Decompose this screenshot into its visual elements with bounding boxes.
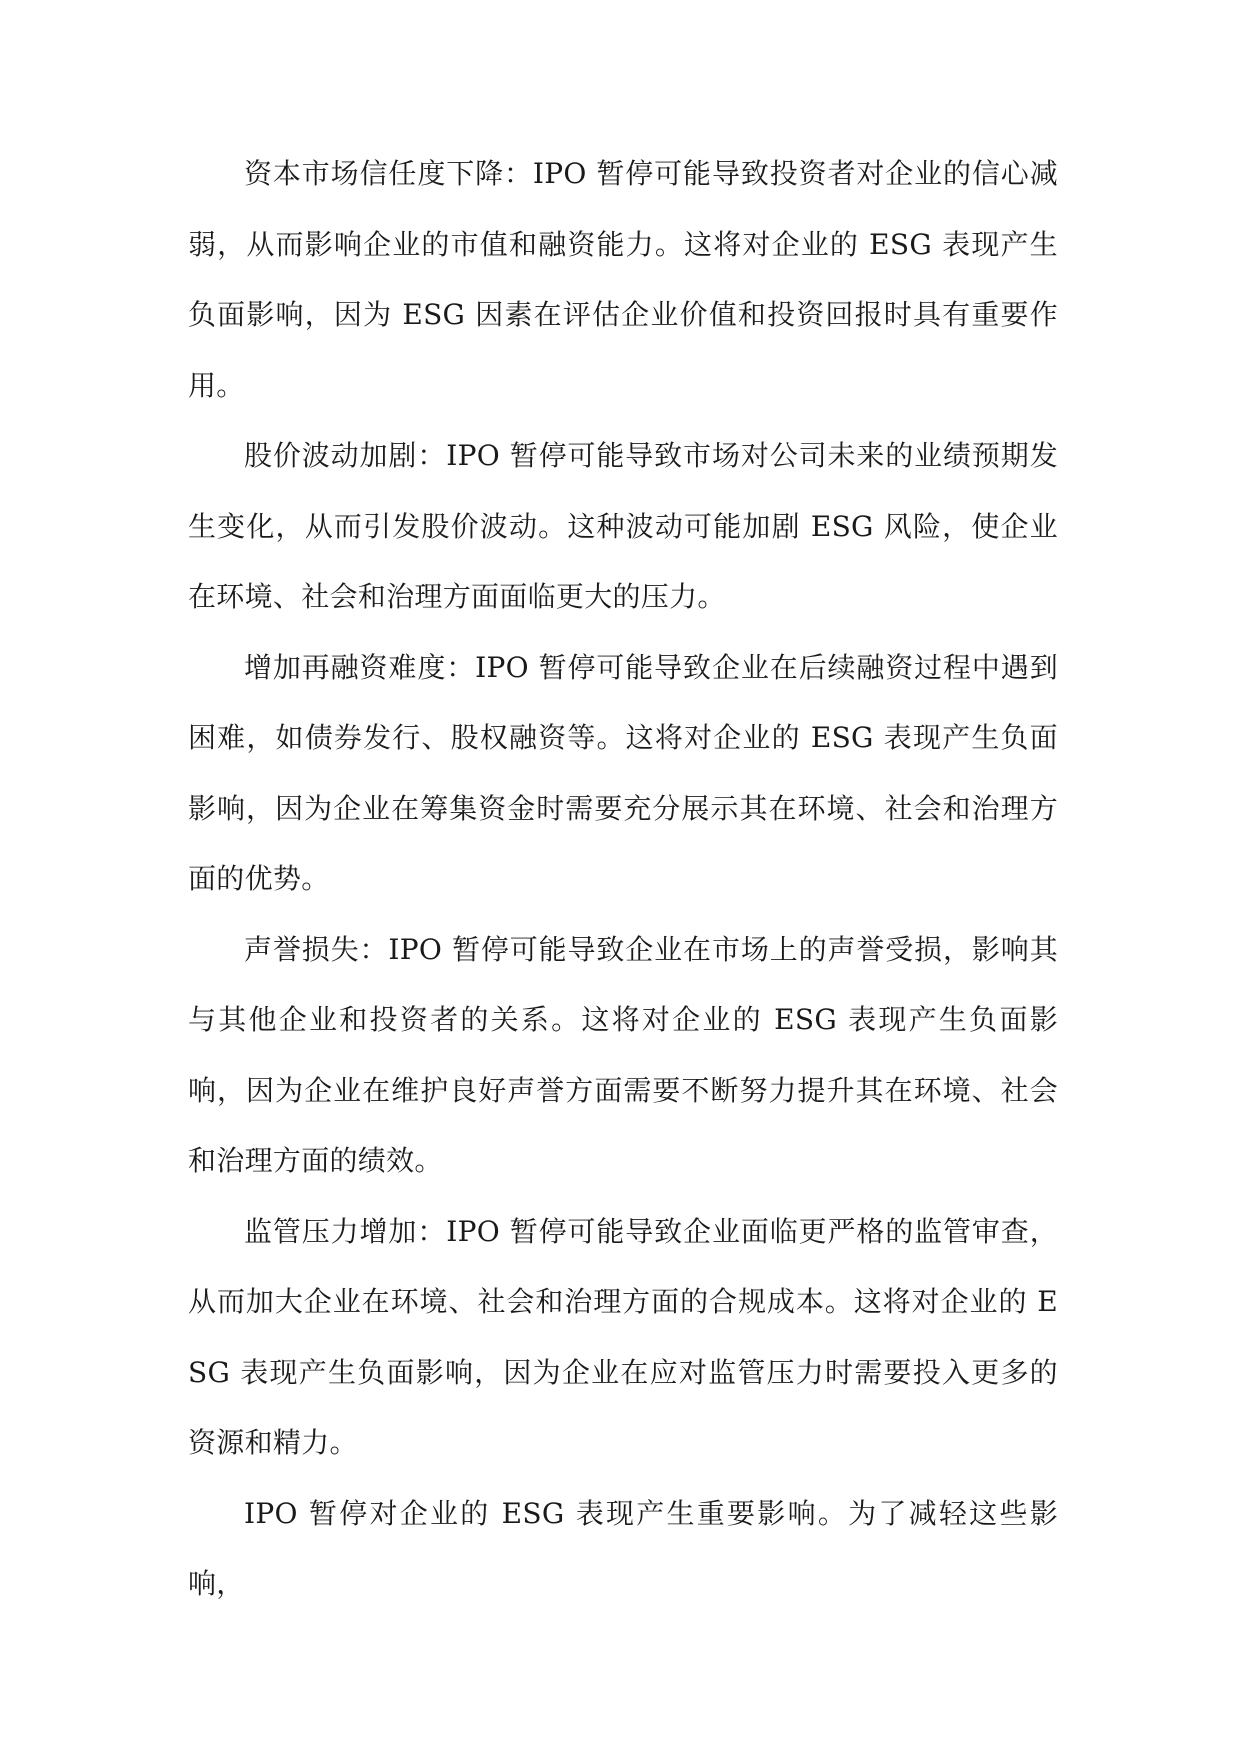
document-body	[188, 139, 1058, 1620]
paragraph-stock-volatility: 股价波动加剧：IPO 暂停可能导致市场对公司未来的业绩预期发生变化，从而引发股价波动。这种波动可能加剧 ESG 风险，使企业在环境、社会和治理方面面临更大的压力。	[188, 439, 1058, 613]
paragraph-refinancing-difficulty: 增加再融资难度：IPO 暂停可能导致企业在后续融资过程中遇到困难，如债券发行、股权融资等。这将对企业的 ESG 表现产生负面影响，因为企业在筹集资金时需要充分展示其在环境、社会和治理方面的优势。	[188, 650, 1058, 895]
paragraph-regulatory-pressure: 监管压力增加：IPO 暂停可能导致企业面临更严格的监管审查，从而加大企业在环境、社会和治理方面的合规成本。这将对企业的 ESG 表现产生负面影响，因为企业在应对监管压力时需要投入更多的资源和精力。	[188, 1214, 1058, 1459]
paragraph-reputation-loss: 声誉损失：IPO 暂停可能导致企业在市场上的声誉受损，影响其与其他企业和投资者的关系。这将对企业的 ESG 表现产生负面影响，因为企业在维护良好声誉方面需要不断努力提升其在环境、社会和治理方面的绩效。	[188, 932, 1058, 1177]
paragraph-conclusion: IPO 暂停对企业的 ESG 表现产生重要影响。为了减轻这些影响，	[188, 1496, 1058, 1600]
paragraph-capital-market-trust: 资本市场信任度下降：IPO 暂停可能导致投资者对企业的信心减弱，从而影响企业的市值和融资能力。这将对企业的 ESG 表现产生负面影响，因为 ESG 因素在评估企业价值和投资回报时具有重要作用。	[188, 157, 1058, 402]
